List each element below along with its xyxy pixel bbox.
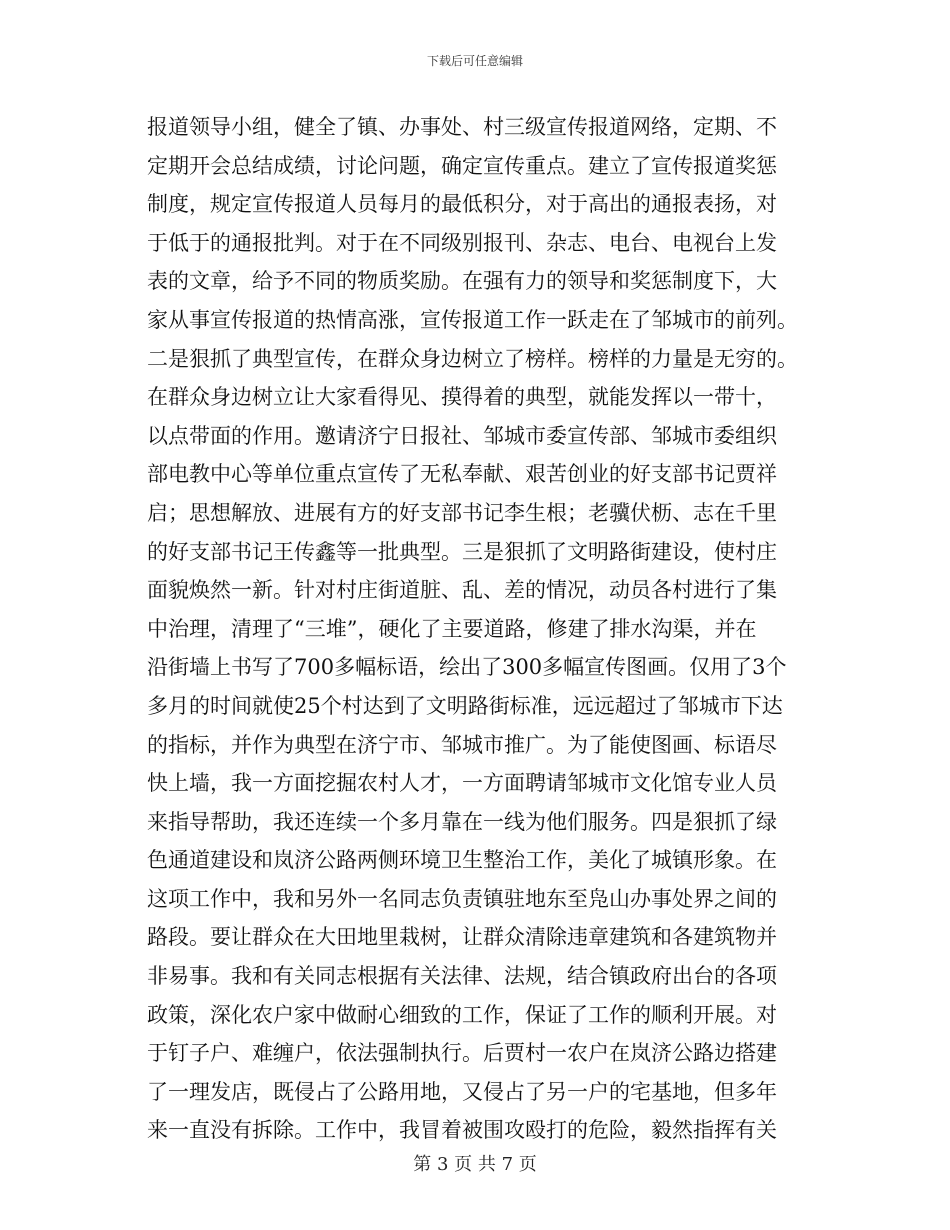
- text-line: 路段。要让群众在大田地里栽树，让群众清除违章建筑和各建筑物并: [147, 925, 777, 950]
- page-header: 下载后可任意编辑: [426, 54, 523, 68]
- text-line: 的指标，并作为典型在济宁市、邹城市推广。为了能使图画、标语尽: [147, 732, 777, 757]
- text-line: 政策，深化农户家中做耐心细致的工作，保证了工作的顺利开展。对: [147, 1002, 777, 1027]
- text-line: 沿街墙上书写了700多幅标语，绘出了300多幅宣传图画。仅用了3个: [147, 655, 787, 680]
- page-footer: 第 3 页 共 7 页: [413, 1154, 537, 1175]
- text-line: 多月的时间就使25个村达到了文明路街标准，远远超过了邹城市下达: [147, 693, 783, 718]
- text-line: 部电教中心等单位重点宣传了无私奉献、艰苦创业的好支部书记贾祥: [147, 462, 777, 487]
- text-line: 快上墙，我一方面挖掘农村人才，一方面聘请邹城市文化馆专业人员: [147, 771, 777, 796]
- text-line: 家从事宣传报道的热情高涨，宣传报道工作一跃走在了邹城市的前列。: [147, 307, 798, 332]
- text-line: 非易事。我和有关同志根据有关法律、法规，结合镇政府出台的各项: [147, 964, 777, 989]
- text-line: 二是狠抓了典型宣传，在群众身边树立了榜样。榜样的力量是无穷的。: [147, 346, 798, 371]
- text-line: 表的文章，给予不同的物质奖励。在强有力的领导和奖惩制度下，大: [147, 269, 777, 294]
- text-line: 色通道建设和岚济公路两侧环境卫生整治工作，美化了城镇形象。在: [147, 848, 777, 873]
- text-line: 于钉子户、难缠户，依法强制执行。后贾村一农户在岚济公路边搭建: [147, 1041, 777, 1066]
- text-line: 于低于的通报批判。对于在不同级别报刊、杂志、电台、电视台上发: [147, 230, 777, 255]
- text-line: 定期开会总结成绩，讨论问题，确定宣传重点。建立了宣传报道奖惩: [147, 153, 777, 178]
- text-line: 这项工作中，我和另外一名同志负责镇驻地东至凫山办事处界之间的: [147, 886, 777, 911]
- text-line: 中治理，清理了“三堆”，硬化了主要道路，修建了排水沟渠，并在: [147, 616, 757, 641]
- text-line: 来指导帮助，我还连续一个多月靠在一线为他们服务。四是狠抓了绿: [147, 809, 777, 834]
- text-line: 面貌焕然一新。针对村庄街道脏、乱、差的情况，动员各村进行了集: [147, 578, 777, 603]
- text-line: 启；思想解放、进展有方的好支部书记李生根；老骥伏枥、志在千里: [147, 500, 777, 525]
- text-line: 的好支部书记王传鑫等一批典型。三是狠抓了文明路街建设，使村庄: [147, 539, 777, 564]
- text-line: 了一理发店，既侵占了公路用地，又侵占了另一户的宅基地，但多年: [147, 1079, 777, 1104]
- body-text: [147, 108, 807, 1150]
- text-line: 以点带面的作用。邀请济宁日报社、邹城市委宣传部、邹城市委组织: [147, 423, 777, 448]
- text-line: 来一直没有拆除。工作中，我冒着被围攻殴打的危险，毅然指挥有关: [147, 1118, 777, 1143]
- text-line: 报道领导小组，健全了镇、办事处、村三级宣传报道网络，定期、不: [147, 115, 777, 139]
- text-line: 在群众身边树立让大家看得见、摸得着的典型，就能发挥以一带十，: [147, 385, 777, 410]
- text-line: 制度，规定宣传报道人员每月的最低积分，对于高出的通报表扬，对: [147, 192, 777, 217]
